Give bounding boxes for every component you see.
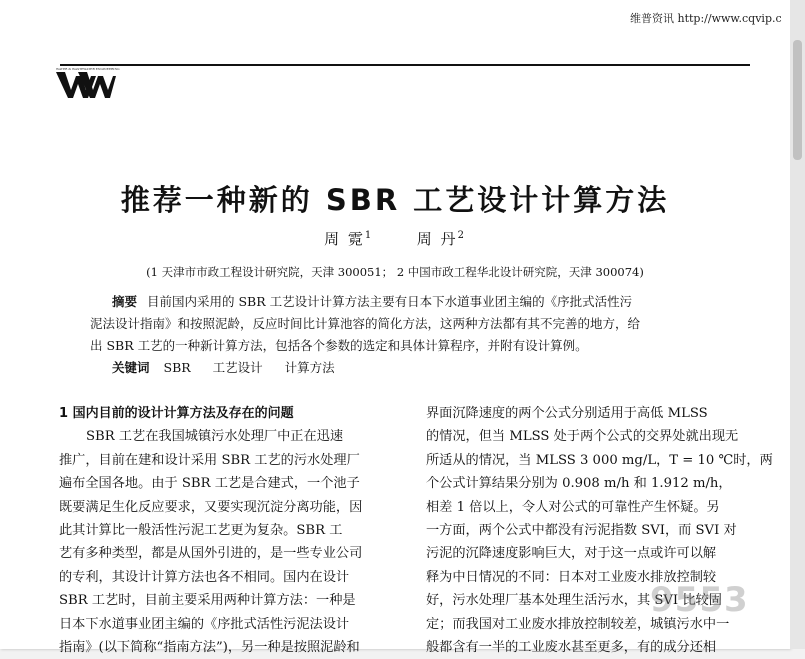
vertical-scrollbar[interactable]	[790, 0, 805, 649]
keyword: 工艺设计	[212, 360, 263, 375]
author-1-affil-mark: 1	[364, 230, 374, 241]
body-line: 相差 1 倍以上，令人对公式的可靠性产生怀疑。另	[426, 499, 720, 515]
keyword: SBR	[163, 360, 191, 375]
body-line: 艺有多种类型，都是从国外引进的，是一些专业公司	[59, 546, 363, 562]
abstract-label: 摘要	[112, 294, 138, 309]
body-line: 界面沉降速度的两个公式分别适用于高低 MLSS	[426, 406, 708, 421]
keywords-label: 关键词	[112, 360, 150, 375]
body-line: 既要满足生化反应要求，又要实现沉淀分离功能，因	[59, 499, 363, 515]
body-line: 日本下水道事业团主编的《序批式活性污泥法设计	[59, 616, 350, 632]
author-2-affil-mark: 2	[457, 230, 466, 241]
body-line: 一方面，两个公式中都没有污泥指数 SVI，而 SVI 对	[426, 523, 737, 539]
logo-caption: WATER & WASTEWATER ENGINEERING	[56, 67, 120, 71]
section-heading: 1 国内目前的设计计算方法及存在的问题	[59, 406, 294, 421]
body-line: 的情况，但当 MLSS 处于两个公式的交界处就出现无	[426, 429, 739, 445]
affiliation: (1 天津市市政工程设计研究院，天津 300051； 2 中国市政工程华北设计研究院，天津 300074)	[146, 265, 644, 279]
body-line: SBR 工艺在我国城镇污水处理厂中正在迅速	[86, 429, 344, 445]
author-1: 周 霓	[324, 230, 365, 248]
paper-title: 推荐一种新的 SBR 工艺设计计算方法	[120, 183, 670, 217]
body-line: 此其计算比一般活性污泥工艺更为复杂。SBR 工	[59, 523, 343, 539]
header-rule	[60, 64, 750, 66]
keywords	[112, 358, 353, 376]
journal-logo-icon	[56, 66, 116, 100]
body-line: 所适从的情况，当 MLSS 3 000 mg/L，T = 10 ℃时，两	[426, 452, 773, 468]
abstract	[90, 291, 730, 357]
site-watermark: 9553	[650, 580, 749, 620]
source-header: 维普资讯 http://www.cqvip.c	[630, 12, 782, 25]
body-line: 个公式计算结果分别为 0.908 m/h 和 1.912 m/h，	[426, 476, 732, 492]
body-line: 的专利，其设计计算方法也各不相同。国内在设计	[59, 569, 350, 585]
right-column	[426, 402, 773, 659]
author-line	[0, 228, 790, 249]
body-line: 指南》(以下简称“指南方法”)，另一种是按照泥龄和	[59, 640, 360, 656]
scrollbar-thumb[interactable]	[793, 40, 802, 160]
body-line: 污泥的沉降速度影响巨大，对于这一点或许可以解	[426, 546, 717, 562]
author-2: 周 丹	[416, 230, 458, 248]
abstract-line: 目前国内采用的 SBR 工艺设计计算方法主要有日本下水道事业团主编的《序批式活性污	[147, 294, 633, 309]
keyword: 计算方法	[284, 360, 335, 375]
abstract-line: 泥法设计指南》和按照泥龄，反应时间比计算池容的简化方法，这两种方法都有其不完善的地方，给	[90, 316, 641, 331]
body-line: SBR 工艺时，目前主要采用两种计算方法：一种是	[59, 593, 356, 609]
body-line: 遍布全国各地。由于 SBR 工艺是合建式，一个池子	[59, 476, 360, 492]
body-line: 定；而我国对工业废水排放控制较差，城镇污水中一	[426, 616, 730, 632]
body-line: 释为中日情况的不同：日本对工业废水排放控制较	[426, 569, 717, 585]
abstract-line: 出 SBR 工艺的一种新计算方法，包括各个参数的选定和具体计算程序，并附有设计算例。	[90, 338, 588, 353]
body-line: 推广，目前在建和设计采用 SBR 工艺的污水处理厂	[59, 452, 360, 468]
left-column	[59, 402, 389, 659]
body-line: 好，污水处理厂基本处理生活污水，其 SVI 比较固	[426, 593, 722, 609]
body-line: 般都含有一半的工业废水甚至更多，有的成分还相	[426, 640, 717, 656]
